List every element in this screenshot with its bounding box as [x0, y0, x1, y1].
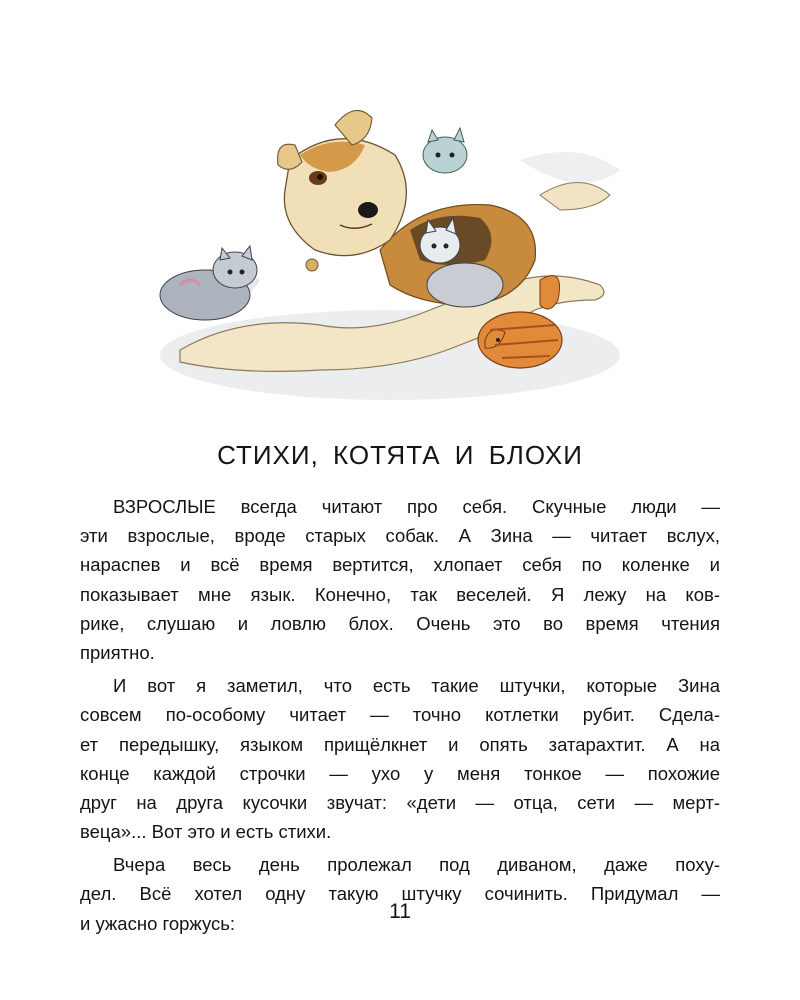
- kitten-top: [423, 128, 467, 173]
- dog-and-kittens-illustration: [140, 100, 640, 410]
- paragraph: [80, 850, 720, 938]
- text-line: рике, слушаю и ловлю блох. Очень это во время чтения: [80, 612, 720, 634]
- text-line: конце каждой строчки — ухо у меня тонкое — похожие: [80, 762, 720, 784]
- text-line: И вот я заметил, что есть такие штучки, которые Зина: [113, 675, 720, 697]
- text-line: нараспев и всё время вертится, хлопает себя по коленке и: [80, 554, 720, 576]
- page-number: 11: [389, 900, 411, 923]
- text-line: совсем по-особому читает — точно котлетки рубит. Сдела-: [80, 704, 720, 726]
- text-line: ет передышку, языком прищёлкнет и опять затарахтит. А на: [80, 733, 720, 755]
- text-line: эти взрослые, вроде старых собак. А Зина — читает вслух,: [80, 525, 720, 547]
- text-line: приятно.: [80, 641, 155, 663]
- text-line: Вчера весь день пролежал под диваном, даже поху-: [113, 854, 720, 876]
- paragraph: [80, 671, 720, 846]
- text-line: дел. Всё хотел одну такую штучку сочинить. Придумал —: [80, 883, 720, 905]
- text-line: ВЗРОСЛЫЕ всегда читают про себя. Скучные люди —: [113, 496, 720, 517]
- text-line: друг на друга кусочки звучат: «дети — отца, сети — мерт-: [80, 791, 720, 813]
- paragraph: [80, 492, 720, 667]
- kitten-left: [160, 246, 257, 320]
- chapter-title: СТИХИ, КОТЯТА И БЛОХИ: [217, 440, 583, 470]
- chapter-body: [80, 492, 720, 938]
- text-line: показывает мне язык. Конечно, так веселей. Я лежу на ков-: [80, 583, 720, 605]
- text-line: и ужасно горжусь:: [80, 912, 236, 934]
- text-line: веца»... Вот это и есть стихи.: [80, 821, 332, 843]
